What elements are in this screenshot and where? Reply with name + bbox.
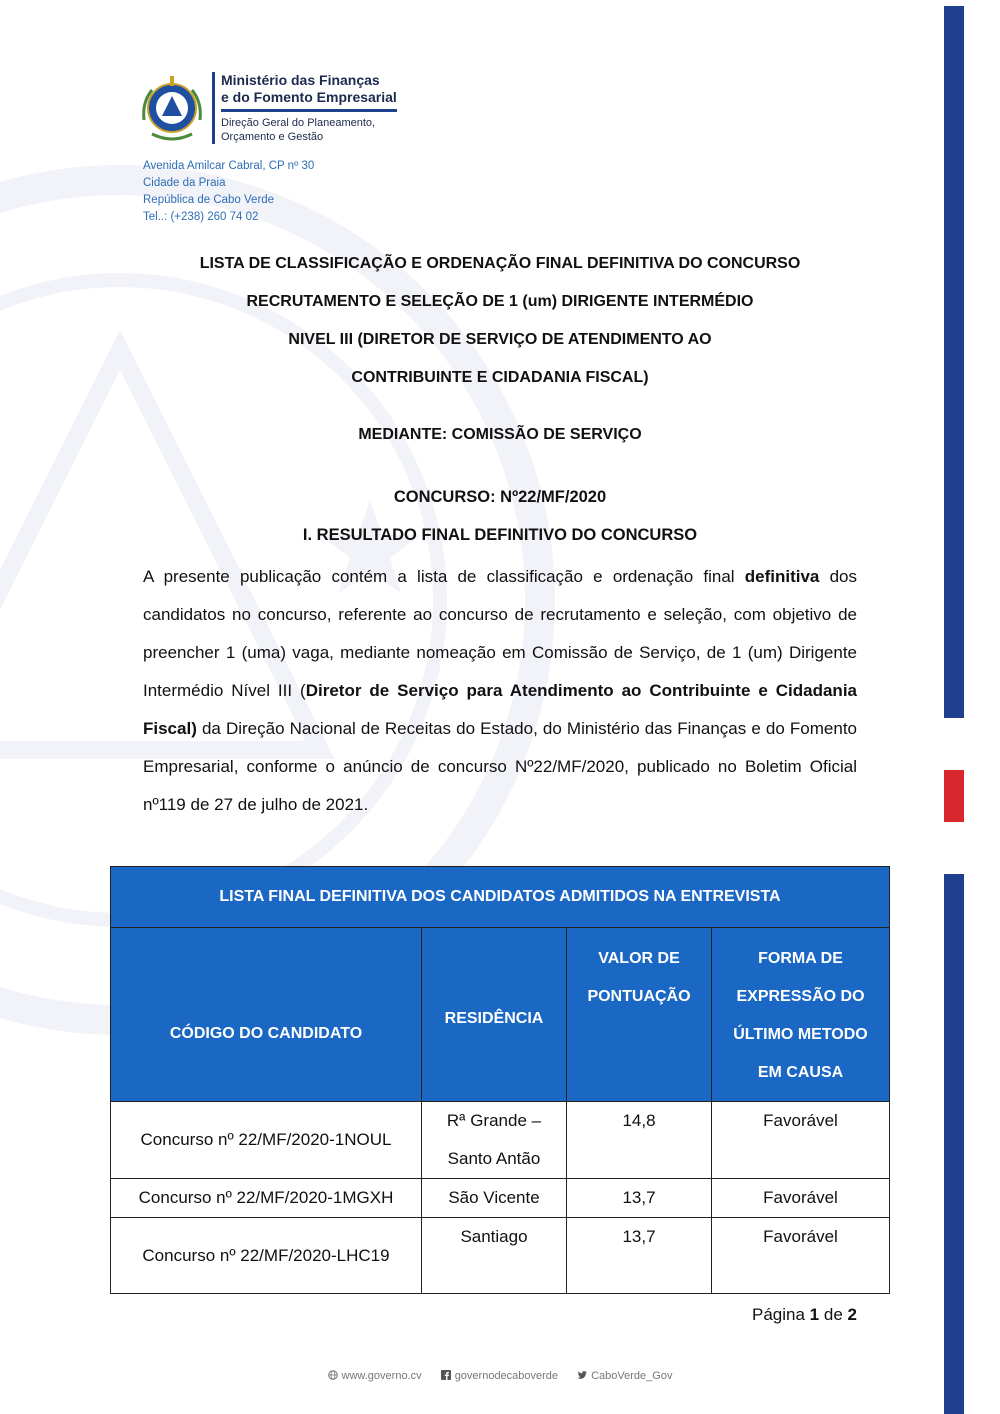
address-line: Tel..: (+238) 260 74 02 [143,211,259,223]
page-total: 2 [847,1305,857,1324]
ministry-name-line2: e do Fomento Empresarial [221,89,397,105]
candidate-result: Favorável [712,1218,890,1294]
candidate-code: Concurso nº 22/MF/2020-1NOUL [111,1102,422,1179]
body-text-part: A presente publicação contém a lista de classificação e ordenação final [143,567,745,586]
title-line: LISTA DE CLASSIFICAÇÃO E ORDENAÇÃO FINAL DEFINITIVA DO CONCURSO [199,255,801,272]
body-text-part: da Direção Nacional de Receitas do Estado, do Ministério das Finanças e do Fomento Empresarial, conforme o anúncio de concurso Nº22/MF/2020, publicado no Boletim Oficial nº119 de 27 de julho de 2021. [143,719,857,814]
column-header-score: VALOR DE PONTUAÇÃO [567,928,712,1102]
candidate-score: 14,8 [567,1102,712,1179]
results-table [110,866,890,1294]
candidate-score: 13,7 [567,1179,712,1218]
address-line: Avenida Amilcar Cabral, CP nº 30 [143,160,315,172]
title-line: NIVEL III (DIRETOR DE SERVIÇO DE ATENDIMENTO AO [288,331,712,348]
table-row [111,1102,890,1179]
address-block [143,158,314,226]
column-header-code: CÓDIGO DO CANDIDATO [111,928,422,1102]
table-title: LISTA FINAL DEFINITIVA DOS CANDIDATOS ADMITIDOS NA ENTREVISTA [111,867,890,928]
table-row [111,1218,890,1294]
page-label: Página [752,1305,805,1324]
table-row [111,1179,890,1218]
dept-name-line1: Direção Geral do Planeamento, [221,117,376,129]
title-line: RECRUTAMENTO E SELEÇÃO DE 1 (um) DIRIGENTE INTERMÉDIO [246,293,754,310]
coat-of-arms-logo [134,72,210,148]
globe-icon [328,1370,338,1380]
concurso-number: CONCURSO: Nº22/MF/2020 [393,488,607,506]
side-accent-bar-top [944,6,964,718]
footer-site[interactable] [328,1370,425,1382]
twitter-icon [577,1370,587,1380]
candidate-residence: Santiago [422,1218,567,1294]
candidate-code: Concurso nº 22/MF/2020-LHC19 [111,1218,422,1294]
page-footer [0,1370,1000,1382]
candidate-result: Favorável [712,1179,890,1218]
candidate-residence: São Vicente [422,1179,567,1218]
body-paragraph [143,558,857,824]
body-bold-part: Diretor de Serviço para Atendimento ao Contribuinte e Cidadania Fiscal) [143,681,857,738]
dept-name-line2: Orçamento e Gestão [221,131,324,143]
page-number [752,1305,857,1325]
footer-facebook[interactable] [441,1370,561,1382]
footer-twitter[interactable] [577,1370,672,1382]
side-accent-bar-bottom [944,874,964,1414]
candidate-code: Concurso nº 22/MF/2020-1MGXH [111,1179,422,1218]
page-current: 1 [809,1305,820,1324]
ministry-header [212,72,397,144]
body-text-part: dos candidatos no concurso, referente ao concurso de recrutamento e seleção, com objetivo de preencher 1 (uma) vaga, mediante nomeação em Comissão de Serviço, de 1 (um) Dirigente Intermédio Nível III ( [143,567,857,700]
candidate-result: Favorável [712,1102,890,1179]
footer-twitter-text: CaboVerde_Gov [591,1370,673,1382]
address-line: República de Cabo Verde [143,194,275,206]
footer-facebook-text: governodecaboverde [454,1370,559,1382]
title-line: CONTRIBUINTE E CIDADANIA FISCAL) [351,369,649,386]
body-bold-part: definitiva [744,567,820,586]
candidate-residence: Rª Grande – Santo Antão [422,1102,567,1179]
ministry-name-line1: Ministério das Finanças [221,72,380,88]
column-header-residence: RESIDÊNCIA [422,928,567,1102]
footer-site-text: www.governo.cv [341,1370,422,1382]
column-header-result: FORMA DE EXPRESSÃO DO ÚLTIMO METODO EM CAUSA [712,928,890,1102]
page-sep: de [823,1305,843,1324]
address-line: Cidade da Praia [143,177,226,189]
document-title [110,250,890,402]
facebook-icon [441,1370,451,1380]
section-heading: I. RESULTADO FINAL DEFINITIVO DO CONCURSO [302,526,698,544]
candidate-score: 13,7 [567,1218,712,1294]
mediante-heading: MEDIANTE: COMISSÃO DE SERVIÇO [358,426,642,443]
side-accent-bar-red [944,770,964,822]
